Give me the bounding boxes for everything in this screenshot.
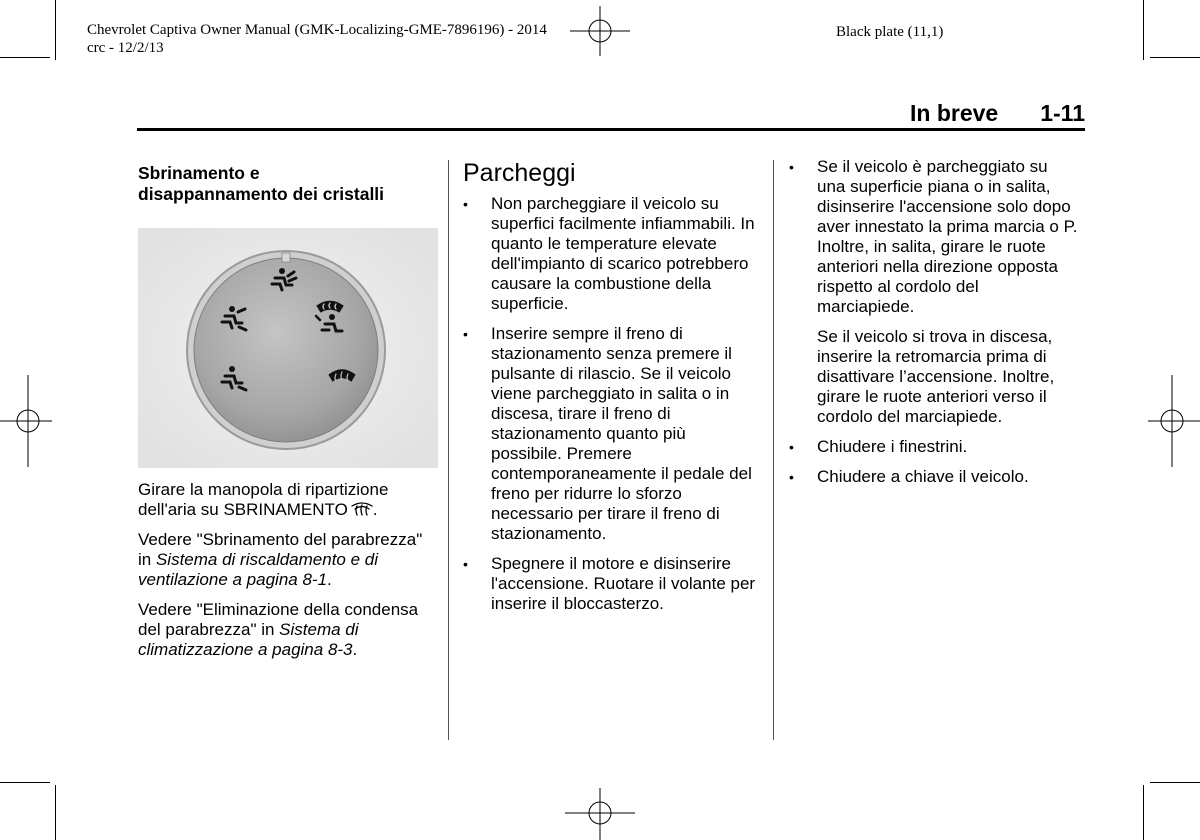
left-column-body: [138, 480, 438, 670]
middle-column: [463, 158, 763, 624]
bullet1-text: Se il veicolo è parcheggiato su una superficie piana o in salita, disinserire l'accensione solo dopo aver innestato la prima marcia o P. Inoltre, in salita, girare le ruote anteriori nella direzione opposta rispetto al cordolo del marciapiede.: [817, 157, 1078, 316]
para3-end: .: [352, 640, 358, 659]
link-climate-control[interactable]: Sistema di climatizzazione a pagina 8-3: [138, 620, 359, 659]
para2-end: .: [327, 570, 332, 589]
section-title-parking: Parcheggi: [463, 159, 576, 187]
list-item: [789, 157, 1079, 317]
list-item: • Inserire sempre il freno di stazionamento senza premere il pulsante di rilascio. Se il veicolo viene parcheggiato in salita o in discesa, tirare il freno di stazionamento quanto più possibile. Premere contemporaneamente il pedale del freno per ridurre lo sforzo necessario per tirare il freno di stazionamento.: [463, 324, 759, 544]
crop-mark-top-right-h: [1150, 57, 1200, 58]
list-item: • Chiudere a chiave il veicolo.: [789, 467, 1079, 487]
para1-line2: dell'aria su SBRINAMENTO: [138, 500, 348, 519]
page-number: 1-11: [1040, 100, 1085, 126]
header-rule: [137, 128, 1085, 131]
print-meta: [87, 21, 547, 57]
crop-mark-bottom-left-v: [55, 785, 56, 840]
para-see-demist: [138, 600, 438, 660]
crop-mark-top-right-v: [1143, 0, 1144, 60]
parking-bullets-continued: [789, 157, 1079, 317]
column-divider-2: [773, 160, 774, 740]
list-item: • Non parcheggiare il veicolo su superfici facilmente infiammabili. In quanto le temperature elevate dell'impianto di scarico potrebbero causare la combustione della superficie.: [463, 194, 759, 314]
list-item: • Chiudere i finestrini.: [789, 437, 1079, 457]
left-column: [138, 163, 438, 205]
defrost-subheading: [138, 163, 438, 205]
right-column: [789, 157, 1079, 497]
plate-label: Black plate (11,1): [836, 24, 944, 40]
para-see-defrost: [138, 530, 438, 590]
registration-mark-top: [570, 6, 630, 56]
parking-bullets-end: [789, 437, 1079, 487]
registration-mark-right: [1148, 375, 1200, 467]
para1-line1: Girare la manopola di ripartizione: [138, 480, 389, 499]
link-heating-ventilation[interactable]: Sistema di riscaldamento e di ventilazione a pagina 8-1: [138, 550, 379, 589]
para2-lead: Vedere "Sbrinamento del parabrezza" in: [138, 530, 423, 569]
print-meta-line2: crc - 12/2/13: [87, 40, 164, 56]
subheading-line1: Sbrinamento e: [138, 163, 260, 183]
defrost-inline-icon: [351, 501, 373, 517]
para1-end: .: [372, 500, 378, 519]
print-meta-line1: Chevrolet Captiva Owner Manual (GMK-Localizing-GME-7896196) - 2014: [87, 22, 547, 38]
column-divider-1: [448, 160, 449, 740]
air-distribution-dial: [138, 228, 438, 468]
subheading-line2: disappannamento dei cristalli: [138, 184, 385, 204]
crop-mark-top-left-v: [55, 0, 56, 60]
running-title: In breve: [910, 100, 999, 126]
registration-mark-bottom: [565, 788, 635, 840]
defrost-icon: [330, 371, 354, 382]
parking-bullets: [463, 194, 759, 614]
crop-mark-bottom-right-h: [1150, 782, 1200, 783]
bullet1-continuation: Se il veicolo si trova in discesa, inserire la retromarcia prima di disattivare l’accensione. Inoltre, girare le ruote anteriori verso il cordolo del marciapiede.: [817, 327, 1055, 426]
crop-mark-bottom-right-v: [1143, 785, 1144, 840]
para3-lead: Vedere "Eliminazione della condensa del parabrezza" in: [138, 600, 419, 639]
crop-mark-top-left-h: [0, 57, 50, 58]
para-turn-knob: [138, 480, 438, 520]
crop-mark-bottom-left-h: [0, 782, 50, 783]
registration-mark-left: [0, 375, 52, 467]
running-head: [910, 100, 1085, 127]
list-item: • Spegnere il motore e disinserire l'accensione. Ruotare il volante per inserire il bloccasterzo.: [463, 554, 759, 614]
